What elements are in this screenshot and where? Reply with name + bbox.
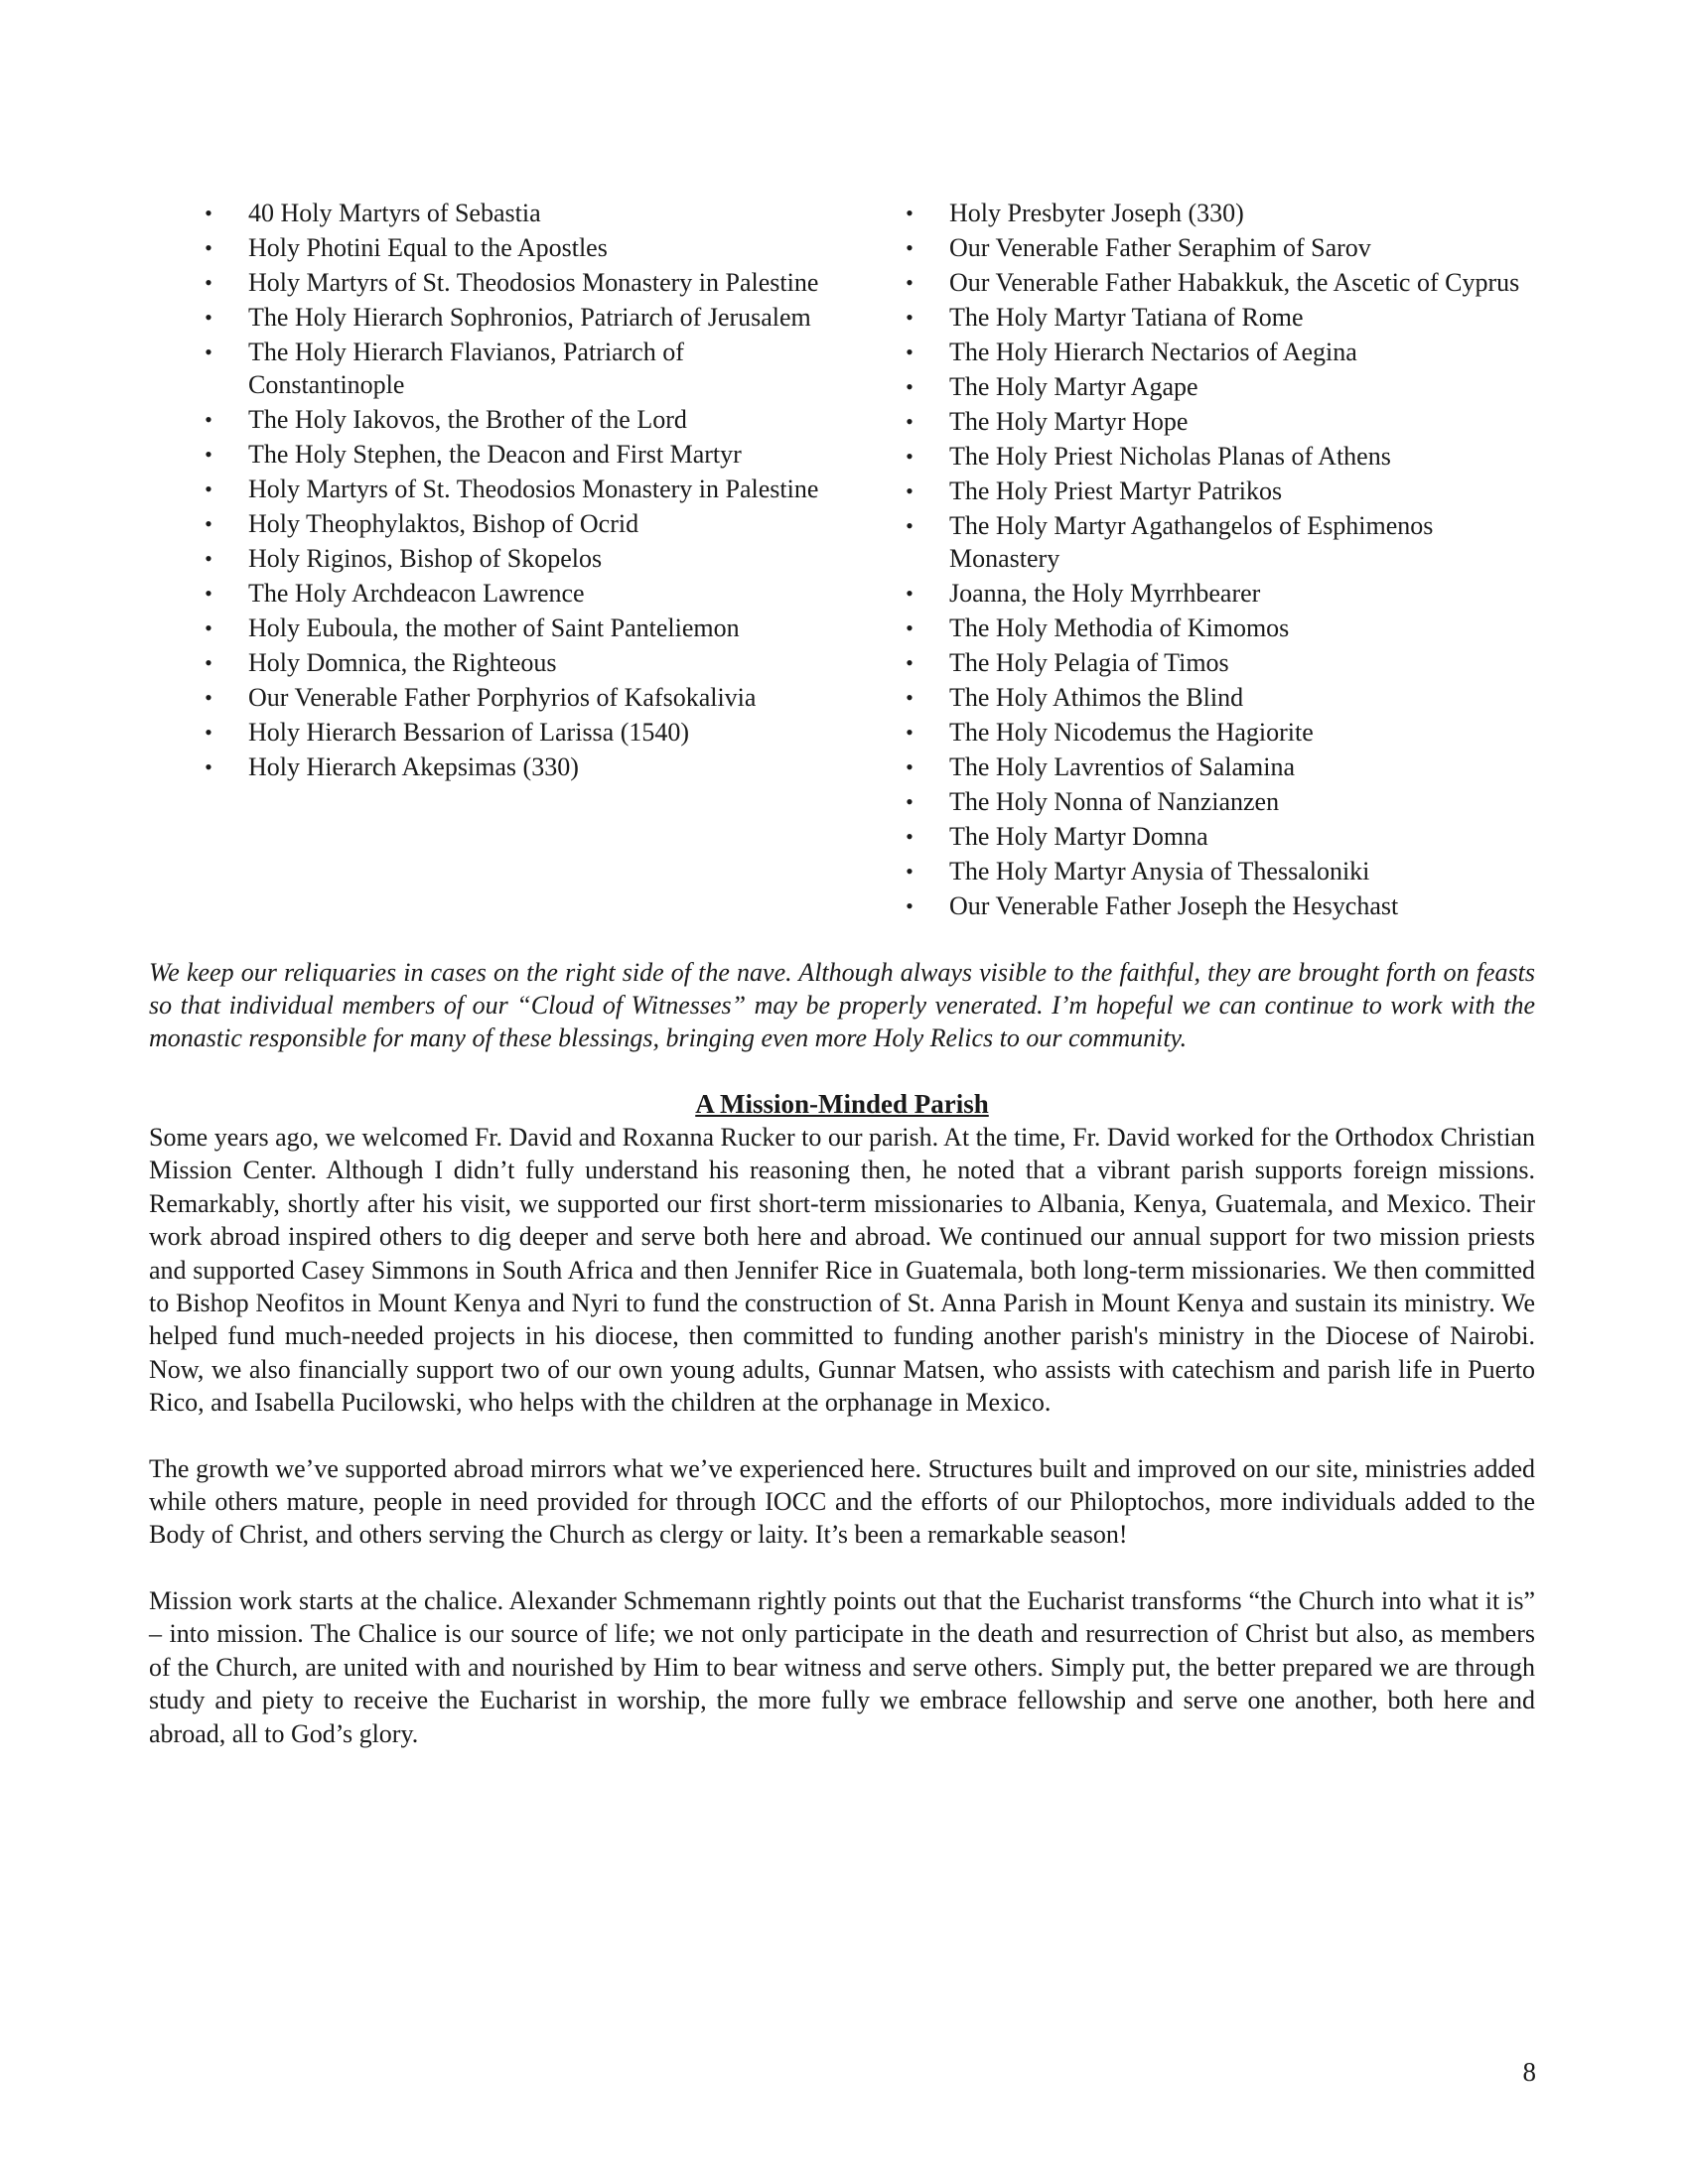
- relics-columns: [149, 197, 1535, 924]
- bullet-icon: •: [906, 893, 914, 918]
- relic-name: The Holy Martyr Anysia of Thessaloniki: [949, 857, 1370, 886]
- bullet-icon: •: [205, 305, 212, 330]
- bullet-icon: •: [906, 444, 914, 469]
- relic-list-item: [900, 440, 1535, 473]
- page-number: 8: [1522, 2057, 1536, 2087]
- paragraph-missions: Some years ago, we welcomed Fr. David and Roxanna Rucker to our parish. At the time, Fr. David worked for the Orthodox Christian Mission Center. Although I didn’t fully understand his reasoning then, he noted that a vibrant parish supports foreign missions. Remarkably, shortly after his visit, we supported our first short-term missionaries to Albania, Kenya, Guatemala, and Mexico. Their work abroad inspired others to dig deeper and serve both here and abroad. We continued our annual support for two mission priests and supported Casey Simmons in South Africa and then Jennifer Rice in Guatemala, both long-term missionaries. We then committed to Bishop Neofitos in Mount Kenya and Nyri to fund the construction of St. Anna Parish in Mount Kenya and sustain its ministry. We helped fund much-needed projects in his diocese, then committed to funding another parish's ministry in the Diocese of Nairobi. Now, we also financially support two of our own young adults, Gunnar Matsen, who assists with catechism and parish life in Puerto Rico, and Isabella Pucilowski, who helps with the children at the orphanage in Mexico.: [149, 1123, 1535, 1418]
- relic-name: Holy Martyrs of St. Theodosios Monastery in Palestine: [248, 268, 819, 297]
- bullet-icon: •: [205, 235, 212, 260]
- relic-name: The Holy Archdeacon Lawrence: [248, 579, 585, 608]
- relic-name: Our Venerable Father Habakkuk, the Ascetic of Cyprus: [949, 268, 1520, 297]
- relic-list-item: [900, 681, 1535, 714]
- bullet-icon: •: [205, 685, 212, 710]
- relic-list-item: [900, 785, 1535, 818]
- relic-name: Holy Hierarch Akepsimas (330): [248, 752, 579, 781]
- relic-list-item: [900, 577, 1535, 610]
- bullet-icon: •: [205, 615, 212, 640]
- paragraph-chalice: Mission work starts at the chalice. Alexander Schmemann rightly points out that the Eucharist transforms “the Church into what it is” – into mission. The Chalice is our source of life; we not only participate in the death and resurrection of Christ but also, as members of the Church, are united with and nourished by Him to bear witness and serve others. Simply put, the better prepared we are through study and piety to receive the Eucharist in worship, the more fully we embrace fellowship and serve one another, both here and abroad, all to God’s glory.: [149, 1585, 1535, 1748]
- relic-name: 40 Holy Martyrs of Sebastia: [248, 199, 541, 227]
- bullet-icon: •: [205, 201, 212, 225]
- relic-name: The Holy Methodia of Kimomos: [949, 614, 1290, 642]
- relic-list-item: [199, 716, 834, 749]
- relic-list-item: [900, 301, 1535, 334]
- relic-name: The Holy Priest Martyr Patrikos: [949, 477, 1283, 505]
- relic-list-item: [900, 231, 1535, 264]
- relic-list-item: [199, 301, 834, 334]
- relic-name: Our Venerable Father Joseph the Hesychast: [949, 891, 1399, 920]
- relic-name: Our Venerable Father Seraphim of Sarov: [949, 233, 1371, 262]
- relic-list-item: [199, 577, 834, 610]
- relic-list-item: [900, 266, 1535, 299]
- relic-name: Holy Domnica, the Righteous: [248, 648, 557, 677]
- relic-name: The Holy Iakovos, the Brother of the Lord: [248, 405, 687, 434]
- relic-name: Holy Theophylaktos, Bishop of Ocrid: [248, 509, 639, 538]
- relic-name: The Holy Athimos the Blind: [949, 683, 1244, 712]
- relic-list-item: [199, 197, 834, 229]
- bullet-icon: •: [906, 650, 914, 675]
- bullet-icon: •: [906, 374, 914, 399]
- relic-list-item: [900, 405, 1535, 438]
- bullet-icon: •: [205, 270, 212, 295]
- bullet-icon: •: [906, 340, 914, 364]
- relic-name: The Holy Martyr Agape: [949, 372, 1198, 401]
- relic-list-item: [199, 646, 834, 679]
- relic-name: The Holy Nonna of Nanzianzen: [949, 787, 1280, 816]
- bullet-icon: •: [906, 859, 914, 884]
- relics-list-right: [900, 197, 1535, 924]
- bullet-icon: •: [906, 615, 914, 640]
- relic-list-item: [900, 716, 1535, 749]
- bullet-icon: •: [906, 720, 914, 745]
- relic-name: Holy Euboula, the mother of Saint Panteliemon: [248, 614, 740, 642]
- relic-list-item: [900, 336, 1535, 368]
- relic-name: The Holy Martyr Tatiana of Rome: [949, 303, 1304, 332]
- relic-name: The Holy Nicodemus the Hagiorite: [949, 718, 1314, 747]
- bullet-icon: •: [205, 720, 212, 745]
- bullet-icon: •: [205, 581, 212, 606]
- relic-name: The Holy Lavrentios of Salamina: [949, 752, 1296, 781]
- bullet-icon: •: [906, 409, 914, 434]
- relic-list-item: [199, 473, 834, 505]
- relic-name: Holy Photini Equal to the Apostles: [248, 233, 608, 262]
- relic-list-item: [900, 646, 1535, 679]
- bullet-icon: •: [906, 754, 914, 779]
- relic-list-item: [199, 542, 834, 575]
- relic-list-item: [900, 509, 1535, 575]
- relic-list-item: [900, 820, 1535, 853]
- bullet-icon: •: [205, 650, 212, 675]
- document-page: [149, 197, 1535, 1750]
- reliquary-note: We keep our reliquaries in cases on the right side of the nave. Although always visible to the faithful, they are brought forth on feasts so that individual members of our “Cloud of Witnesses” may be properly venerated. I’m hopeful we can continue to work with the monastic responsible for many of these blessings, bringing even more Holy Relics to our community.: [149, 958, 1535, 1052]
- relics-list-left: [199, 197, 834, 924]
- relic-name: Holy Hierarch Bessarion of Larissa (1540): [248, 718, 690, 747]
- bullet-icon: •: [906, 513, 914, 538]
- relic-name: The Holy Hierarch Sophronios, Patriarch of Jerusalem: [248, 303, 811, 332]
- bullet-icon: •: [906, 581, 914, 606]
- relic-name: Holy Martyrs of St. Theodosios Monastery in Palestine: [248, 475, 819, 503]
- relic-list-item: [900, 889, 1535, 922]
- relic-list-item: [900, 855, 1535, 887]
- bullet-icon: •: [906, 235, 914, 260]
- relic-name: Our Venerable Father Porphyrios of Kafsokalivia: [248, 683, 757, 712]
- relic-name: Holy Presbyter Joseph (330): [949, 199, 1244, 227]
- relic-list-item: [199, 612, 834, 644]
- relic-name: Holy Riginos, Bishop of Skopelos: [248, 544, 603, 573]
- bullet-icon: •: [906, 685, 914, 710]
- relic-name: Joanna, the Holy Myrrhbearer: [949, 579, 1261, 608]
- relic-list-item: [900, 370, 1535, 403]
- bullet-icon: •: [906, 824, 914, 849]
- bullet-icon: •: [205, 340, 212, 364]
- relic-list-item: [199, 336, 834, 401]
- relic-list-item: [199, 507, 834, 540]
- bullet-icon: •: [205, 477, 212, 501]
- relic-name: The Holy Hierarch Nectarios of Aegina: [949, 338, 1357, 366]
- relic-list-item: [900, 751, 1535, 783]
- relic-name: The Holy Pelagia of Timos: [949, 648, 1229, 677]
- bullet-icon: •: [205, 442, 212, 467]
- relic-list-item: [199, 231, 834, 264]
- relic-list-item: [900, 612, 1535, 644]
- bullet-icon: •: [906, 270, 914, 295]
- relic-name: The Holy Martyr Agathangelos of Esphimenos Monastery: [949, 511, 1434, 573]
- relic-list-item: [199, 438, 834, 471]
- relic-list-item: [199, 751, 834, 783]
- relic-name: The Holy Martyr Hope: [949, 407, 1189, 436]
- bullet-icon: •: [205, 546, 212, 571]
- bullet-icon: •: [906, 305, 914, 330]
- bullet-icon: •: [205, 407, 212, 432]
- section-heading: A Mission-Minded Parish: [695, 1089, 989, 1119]
- relic-list-item: [900, 197, 1535, 229]
- bullet-icon: •: [205, 511, 212, 536]
- relic-list-item: [199, 403, 834, 436]
- relic-name: The Holy Stephen, the Deacon and First Martyr: [248, 440, 742, 469]
- bullet-icon: •: [906, 789, 914, 814]
- relic-name: The Holy Priest Nicholas Planas of Athens: [949, 442, 1391, 471]
- relic-list-item: [199, 266, 834, 299]
- paragraph-growth: The growth we’ve supported abroad mirrors what we’ve experienced here. Structures built and improved on our site, ministries added while others mature, people in need provided for through IOCC and the efforts of our Philoptochos, more individuals added to the Body of Christ, and others serving the Church as clergy or laity. It’s been a remarkable season!: [149, 1453, 1535, 1550]
- bullet-icon: •: [906, 201, 914, 225]
- relic-name: The Holy Martyr Domna: [949, 822, 1208, 851]
- bullet-icon: •: [906, 478, 914, 503]
- relic-list-item: [900, 475, 1535, 507]
- relic-list-item: [199, 681, 834, 714]
- relic-name: The Holy Hierarch Flavianos, Patriarch of Constantinople: [248, 338, 684, 399]
- bullet-icon: •: [205, 754, 212, 779]
